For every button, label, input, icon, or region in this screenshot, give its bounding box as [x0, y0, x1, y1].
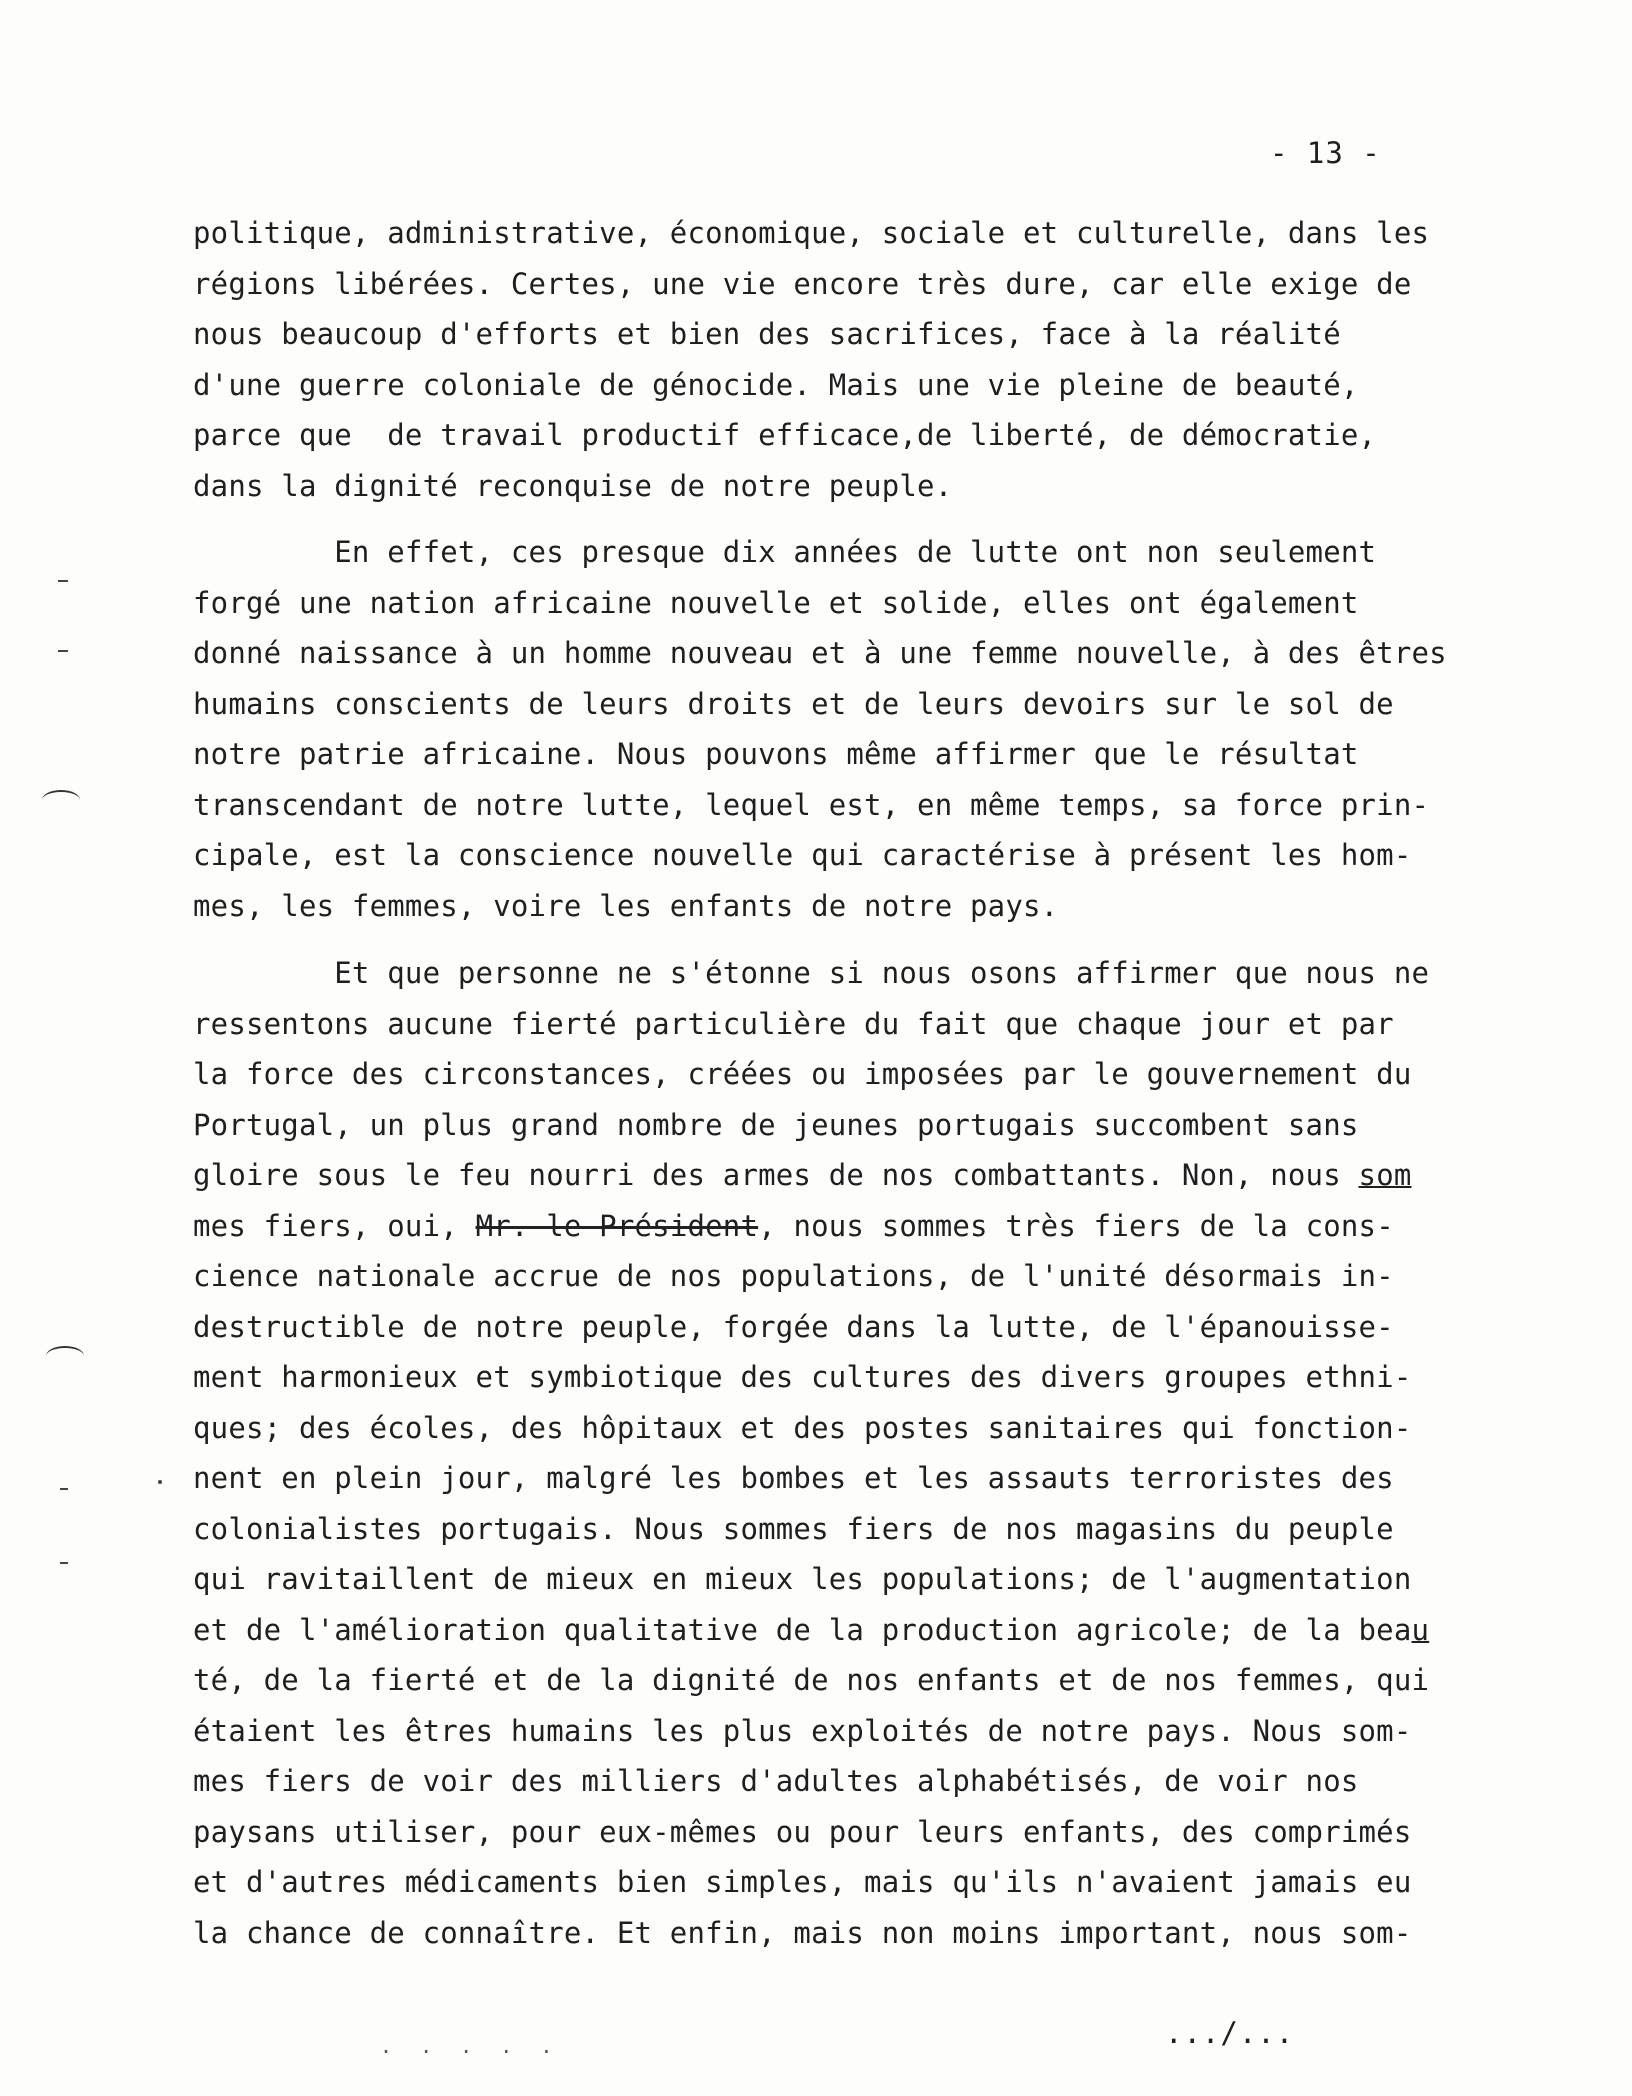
text-line: paysans utiliser, pour eux-mêmes ou pour leurs enfants, des comprimés	[193, 1814, 1412, 1849]
text-fragment: et de l'amélioration qualitative de la production agricole; de la bea	[193, 1612, 1412, 1647]
underlined-fragment: som	[1358, 1158, 1412, 1192]
text-line: transcendant de notre lutte, lequel est, en même temps, sa force prin-	[193, 787, 1430, 822]
text-fragment: gloire sous le feu nourri des armes de nos combattants. Non, nous	[193, 1158, 1359, 1192]
paragraph-2	[193, 527, 1447, 931]
text-line: ques; des écoles, des hôpitaux et des postes sanitaires qui fonction-	[193, 1410, 1412, 1445]
text-line: parce que de travail productif efficace,de liberté, de démocratie,	[193, 418, 1377, 452]
text-line: té, de la fierté et de la dignité de nos enfants et de nos femmes, qui	[193, 1663, 1430, 1697]
text-line: cience nationale accrue de nos populations, de l'unité désormais in-	[193, 1259, 1394, 1293]
text-line: mes fiers de voir des milliers d'adultes alphabétisés, de voir nos	[193, 1764, 1359, 1798]
continuation-mark: .../...	[1165, 2016, 1295, 2050]
text-line: cipale, est la conscience nouvelle qui caractérise à présent les hom-	[193, 838, 1412, 872]
text-line: dans la dignité reconquise de notre peuple.	[193, 468, 953, 503]
text-fragment: , nous sommes très fiers de la cons-	[758, 1208, 1394, 1243]
text-line: qui ravitaillent de mieux en mieux les populations; de l'augmentation	[193, 1562, 1412, 1596]
footer-dots: . . . . .	[380, 2034, 561, 2058]
paragraph-3	[193, 948, 1429, 1958]
text-line: politique, administrative, économique, sociale et culturelle, dans les	[193, 216, 1430, 250]
text-line: la force des circonstances, créées ou imposées par le gouvernement du	[193, 1057, 1412, 1091]
text-line: la chance de connaître. Et enfin, mais non moins important, nous som-	[193, 1915, 1412, 1950]
text-fragment: mes fiers, oui,	[193, 1208, 476, 1243]
text-line: d'une guerre coloniale de génocide. Mais une vie pleine de beauté,	[193, 367, 1359, 402]
text-line: étaient les êtres humains les plus exploités de notre pays. Nous som-	[193, 1713, 1412, 1748]
text-line: Portugal, un plus grand nombre de jeunes portugais succombent sans	[193, 1107, 1359, 1142]
paragraph-1	[193, 208, 1429, 511]
text-line: régions libérées. Certes, une vie encore très dure, car elle exige de	[193, 266, 1412, 301]
margin-dash-mark	[60, 1488, 68, 1490]
text-line: mes, les femmes, voire les enfants de notre pays.	[193, 888, 1059, 923]
margin-dash-mark	[58, 650, 68, 652]
margin-dash-mark	[60, 1562, 68, 1564]
text-line: ment harmonieux et symbiotique des cultures des divers groupes ethni-	[193, 1360, 1412, 1394]
text-line: colonialistes portugais. Nous sommes fiers de nos magasins du peuple	[193, 1511, 1394, 1546]
text-line: destructible de notre peuple, forgée dans la lutte, de l'épanouisse-	[193, 1309, 1394, 1344]
text-line: forgé une nation africaine nouvelle et solide, elles ont également	[193, 585, 1359, 620]
margin-dot-mark	[158, 1480, 162, 1484]
text-line: humains conscients de leurs droits et de leurs devoirs sur le sol de	[193, 686, 1394, 721]
text-line: notre patrie africaine. Nous pouvons même affirmer que le résultat	[193, 737, 1359, 771]
text-line: En effet, ces presque dix années de lutte ont non seulement	[193, 535, 1377, 569]
text-line	[193, 1150, 1429, 1201]
text-line: donné naissance à un homme nouveau et à une femme nouvelle, à des êtres	[193, 636, 1447, 670]
text-line: et d'autres médicaments bien simples, mais qu'ils n'avaient jamais eu	[193, 1865, 1412, 1899]
text-line: nous beaucoup d'efforts et bien des sacrifices, face à la réalité	[193, 317, 1341, 351]
text-line	[193, 1605, 1429, 1656]
margin-dash-mark	[58, 580, 68, 582]
page-number: - 13 -	[1270, 136, 1381, 170]
text-line: nent en plein jour, malgré les bombes et les assauts terroristes des	[193, 1461, 1394, 1495]
text-line	[193, 1201, 1429, 1252]
text-line: Et que personne ne s'étonne si nous osons affirmer que nous ne	[193, 956, 1430, 990]
text-line: ressentons aucune fierté particulière du fait que chaque jour et par	[193, 1006, 1394, 1041]
margin-arc-mark	[46, 1346, 84, 1366]
margin-arc-mark	[42, 790, 80, 810]
struck-through-text: Mr. le Président	[475, 1208, 759, 1243]
underlined-fragment: u	[1411, 1612, 1430, 1647]
